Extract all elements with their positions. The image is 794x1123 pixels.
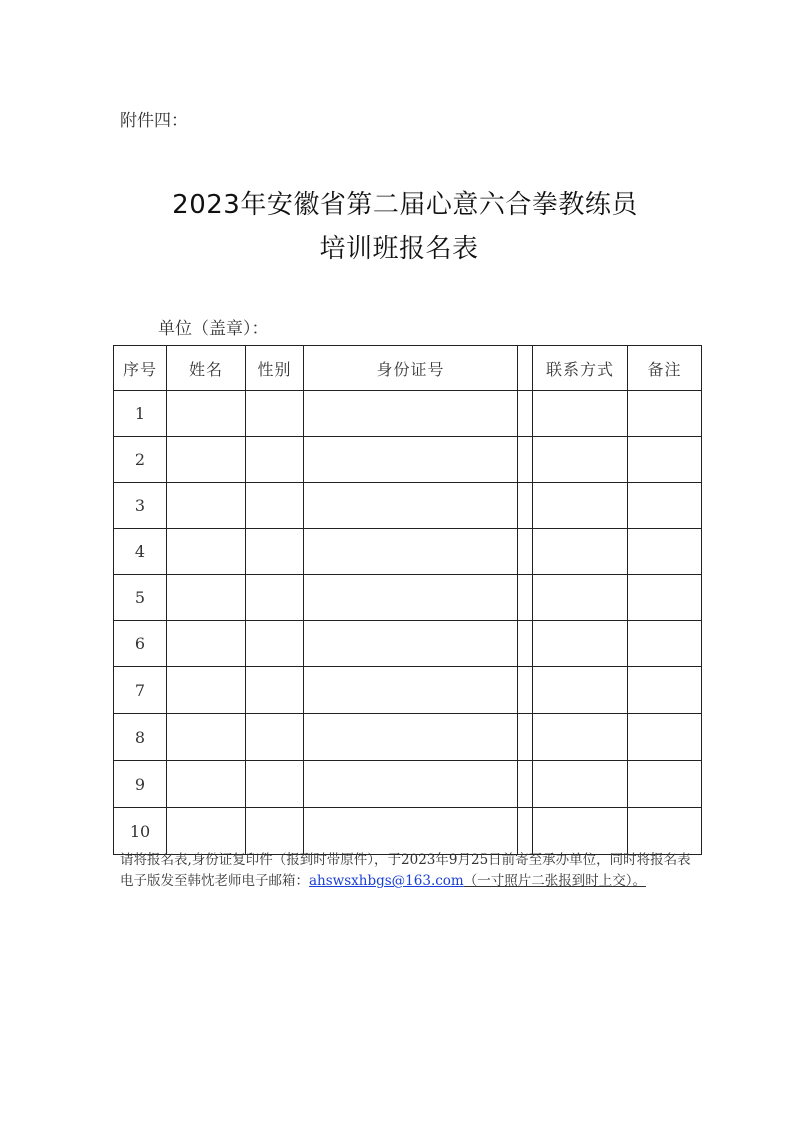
header-remarks: 备注 [628,346,702,391]
table-row [114,437,702,483]
contact-cell[interactable] [533,391,628,437]
unit-stamp-label: 单位（盖章）： [158,319,269,339]
table-row [114,808,702,855]
row-index: 9 [114,761,167,808]
table-row [114,667,702,714]
spacer-cell[interactable] [518,761,533,808]
table-row [114,714,702,761]
row-index: 6 [114,621,167,667]
contact-cell[interactable] [533,437,628,483]
footnote-text-after: （一寸照片二张报到时上交）。 [463,873,646,889]
form-title-line-2: 培训班报名表 [319,234,479,264]
gender-cell[interactable] [246,483,304,529]
contact-cell[interactable] [533,529,628,575]
table-row [114,621,702,667]
row-index: 2 [114,437,167,483]
name-cell[interactable] [167,437,246,483]
spacer-cell[interactable] [518,714,533,761]
gender-cell[interactable] [246,621,304,667]
header-spacer [518,346,533,391]
table-row [114,483,702,529]
name-cell[interactable] [167,714,246,761]
row-index: 7 [114,667,167,714]
name-cell[interactable] [167,621,246,667]
table-row [114,391,702,437]
attachment-label: 附件四： [120,111,188,131]
remarks-cell[interactable] [628,621,702,667]
remarks-cell[interactable] [628,529,702,575]
gender-cell[interactable] [246,529,304,575]
remarks-cell[interactable] [628,714,702,761]
form-title-line-1: 2023年安徽省第二届心意六合拳教练员 [172,190,638,220]
row-index: 3 [114,483,167,529]
footnote-text-before: 请将报名表,身份证复印件（报到时带原件），于2023年9月25日前寄至承办单位，同时将报名表电子版发至韩忱老师电子邮箱： [120,852,691,889]
spacer-cell[interactable] [518,808,533,855]
spacer-cell[interactable] [518,529,533,575]
name-cell[interactable] [167,808,246,855]
row-index: 10 [114,808,167,855]
contact-email-link[interactable]: ahswsxhbgs@163.com [309,873,464,889]
id-number-cell[interactable] [304,714,518,761]
gender-cell[interactable] [246,667,304,714]
row-index: 4 [114,529,167,575]
row-index: 5 [114,575,167,621]
remarks-cell[interactable] [628,667,702,714]
id-number-cell[interactable] [304,575,518,621]
header-contact: 联系方式 [533,346,628,391]
registration-table [113,345,702,855]
remarks-cell[interactable] [628,437,702,483]
id-number-cell[interactable] [304,529,518,575]
remarks-cell[interactable] [628,483,702,529]
table-header-row [114,346,702,391]
name-cell[interactable] [167,391,246,437]
row-index: 1 [114,391,167,437]
remarks-cell[interactable] [628,761,702,808]
table-row [114,761,702,808]
remarks-cell[interactable] [628,575,702,621]
id-number-cell[interactable] [304,621,518,667]
gender-cell[interactable] [246,391,304,437]
gender-cell[interactable] [246,437,304,483]
gender-cell[interactable] [246,761,304,808]
name-cell[interactable] [167,667,246,714]
spacer-cell[interactable] [518,391,533,437]
id-number-cell[interactable] [304,761,518,808]
spacer-cell[interactable] [518,437,533,483]
id-number-cell[interactable] [304,391,518,437]
table-row [114,529,702,575]
contact-cell[interactable] [533,808,628,855]
header-name: 姓名 [167,346,246,391]
row-index: 8 [114,714,167,761]
id-number-cell[interactable] [304,808,518,855]
name-cell[interactable] [167,575,246,621]
header-id-number: 身份证号 [304,346,518,391]
contact-cell[interactable] [533,621,628,667]
remarks-cell[interactable] [628,391,702,437]
spacer-cell[interactable] [518,575,533,621]
footnote [120,850,700,892]
contact-cell[interactable] [533,714,628,761]
spacer-cell[interactable] [518,667,533,714]
gender-cell[interactable] [246,575,304,621]
name-cell[interactable] [167,483,246,529]
spacer-cell[interactable] [518,621,533,667]
spacer-cell[interactable] [518,483,533,529]
gender-cell[interactable] [246,714,304,761]
contact-cell[interactable] [533,575,628,621]
contact-cell[interactable] [533,483,628,529]
remarks-cell[interactable] [628,808,702,855]
header-gender: 性别 [246,346,304,391]
id-number-cell[interactable] [304,437,518,483]
table-row [114,575,702,621]
contact-cell[interactable] [533,761,628,808]
gender-cell[interactable] [246,808,304,855]
id-number-cell[interactable] [304,667,518,714]
name-cell[interactable] [167,529,246,575]
id-number-cell[interactable] [304,483,518,529]
name-cell[interactable] [167,761,246,808]
header-index: 序号 [114,346,167,391]
contact-cell[interactable] [533,667,628,714]
